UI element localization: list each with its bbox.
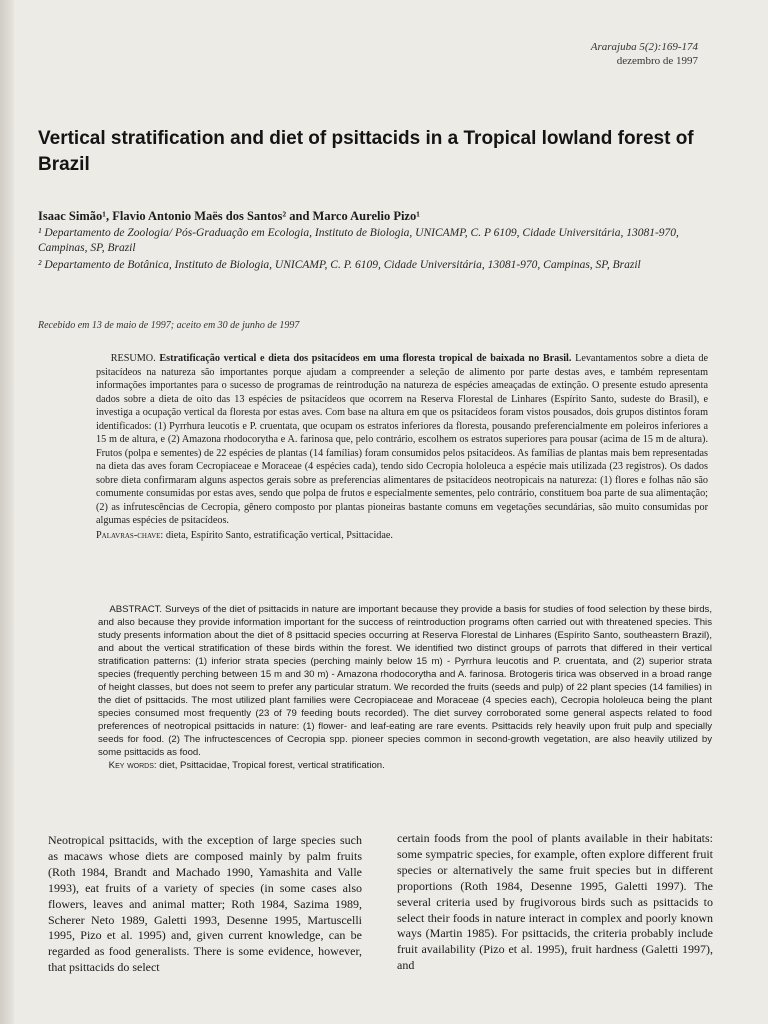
resumo-body: Levantamentos sobre a dieta de psitacídeos na natureza são importantes porque ajudam a compreender a seleção de alimento por parte destas aves, e também representam informações importantes para o sucesso de programas de reintrodução na natureza de espécies ameaçadas de extinção. O presente estudo apresenta dados sobre a dieta de oito das 13 espécies de psitacídeos que ocorrem na Reserva Florestal de Linhares (Espírito Santo, sudeste do Brasil), e investiga a ocupação vertical da floresta por estas aves. Com base na altura em que os psitacídeos foram vistos pousados, dois grupos distintos foram identificados: (1) Pyrrhura leucotis e P. cruentata, que ocupam os estratos inferiores da floresta, pousando preferencialmente em poleiros inferiores a 15 m de altura, e (2) Amazona rhodocorytha e A. farinosa que, pelo contrário, escolhem os estratos superiores para pousar (acima de 15 m de altura). Frutos (polpa e sementes) de 22 espécies de plantas (14 famílias) foram consumidos pelos psitacídeos. As famílias de plantas mais bem representadas na dieta das aves foram Cecropiaceae e Moraceae (4 espécies cada), tendo sido Cecropia hololeuca a espécie mais utilizada (23 registros). Os dados sobre dieta confirmaram alguns aspectos gerais sobre as preferencias alimentares de psitacídeos neotropicais na natureza: (1) flores e folhas não são comumente consumidas por estas aves, sendo que polpa de frutos e especialmente sementes, pelo contrário, constituem boa parte de sua alimentação; (2) as infrutescências de Cecropia, gênero composto por plantas pioneiras bastante comuns em vegetações secundárias, são muito consumidas por algumas espécies de psitacídeos. <box>96 353 709 526</box>
body-text-right: certain foods from the pool of plants available in their habitats: some sympatric species, for example, often explore different fruit species or alternatively the same fruit species but in different proportions (Roth 1984, Desenne 1995, Galetti 1997). The several criteria used by frugivorous birds such as psittacids to select their foods in nature interact in complex and poorly known ways (Martin 1985). For psittacids, the criteria probably include fruit availability (Pizo et al. 1995), fruit hardness (Galetti 1997), and <box>397 831 713 973</box>
affiliations <box>38 226 702 275</box>
resumo-paragraph <box>96 352 708 528</box>
abstract-keywords-label: Key words: <box>108 760 157 771</box>
abstract-keywords <box>98 759 712 772</box>
abstract-section <box>98 603 712 772</box>
abstract-keywords-text: diet, Psittacidae, Tropical forest, vertical stratification. <box>159 760 385 771</box>
abstract-label: ABSTRACT. <box>109 604 163 615</box>
page-binding-edge <box>0 0 14 1024</box>
resumo-keywords-text: dieta, Espírito Santo, estratificação vertical, Psittacidae. <box>165 529 393 541</box>
journal-citation: Ararajuba 5(2):169-174 <box>590 41 698 53</box>
journal-header <box>591 40 698 68</box>
received-date: Recebido em 13 de maio de 1997; aceito em 30 de junho de 1997 <box>38 320 300 331</box>
body-column-right <box>397 831 713 974</box>
resumo-label: RESUMO. <box>110 353 156 364</box>
body-text-left: Neotropical psittacids, with the exception of large species such as macaws whose diets are composed mainly by palm fruits (Roth 1984, Brandt and Machado 1990, Yamashita and Valle 1993), eat fruits of a variety of species (in some cases also flowers, leaves and animal matter; Roth 1984, Sazima 1989, Scherer Neto 1989, Galetti 1993, Desenne 1995, Martuscelli 1995, Pizo et al. 1995) and, given current knowledge, can be regarded as food generalists. There is some evidence, however, that psittacids do select <box>48 833 362 975</box>
author-list: Isaac Simão¹, Flavio Antonio Maës dos Santos² and Marco Aurelio Pizo¹ <box>38 209 420 223</box>
journal-date: dezembro de 1997 <box>616 55 698 67</box>
body-column-left <box>48 833 362 976</box>
article-title: Vertical stratification and diet of psittacids in a Tropical lowland forest of Brazil <box>38 128 694 175</box>
abstract-paragraph <box>98 603 712 759</box>
resumo-heading: Estratificação vertical e dieta dos psitacídeos em uma floresta tropical de baixada no Brasil. <box>159 353 572 364</box>
abstract-body: Surveys of the diet of psittacids in nature are important because they provide a basis for studies of food selection by these birds, and also because they provide information important for the success of reintroduction programs often carried out with threatened species. This study presents information about the diet of 8 psittacid species occurring at Reserva Florestal de Linhares (Espírito Santo, southeastern Brazil), and about the vertical stratification of these birds within the forest. We identified two distinct groups of parrots that differed in their vertical stratification patterns: (1) inferior strata species (perching mainly below 15 m) - Pyrrhura leucotis and P. cruentata, and (2) superior strata species (frequently perching between 15 m and 30 m) - Amazona rhodocorytha and A. farinosa. Brotogeris tirica was observed in a broad range of height classes, but does not seem to prefer any particular stratum. We recorded the fruits (seeds and pulp) of 22 plant species (14 families) in the diet of psittacids. The most utilized plant families were Cecropiaceae and Moraceae (4 species each), Cecropia hololeuca being the plant species consumed most frequently (23 of 79 feeding bouts recorded). The diet survey corroborated some general aspects related to food preferences of neotropical psittacids in nature: (1) flower- and leaf-eating are rare events. Psittacids rely heavily upon fruit pulp and specially seeds for food. (2) The infructescences of Cecropia spp. pioneer species common in second-growth vegetation, are also heavily utilized by some psittacids as food. <box>98 604 712 758</box>
resumo-section <box>96 352 708 542</box>
resumo-keywords <box>96 529 708 543</box>
resumo-keywords-label: Palavras-chave: <box>96 529 164 541</box>
affiliation-2: ² Departamento de Botânica, Instituto de Biologia, UNICAMP, C. P. 6109, Cidade Universitária, 13081-970, Campinas, SP, Brazil <box>38 259 641 271</box>
affiliation-1: ¹ Departamento de Zoologia/ Pós-Graduação em Ecologia, Instituto de Biologia, UNICAMP, C. P 6109, Cidade Universitária, 13081-970, Campinas, SP, Brazil <box>38 227 679 254</box>
